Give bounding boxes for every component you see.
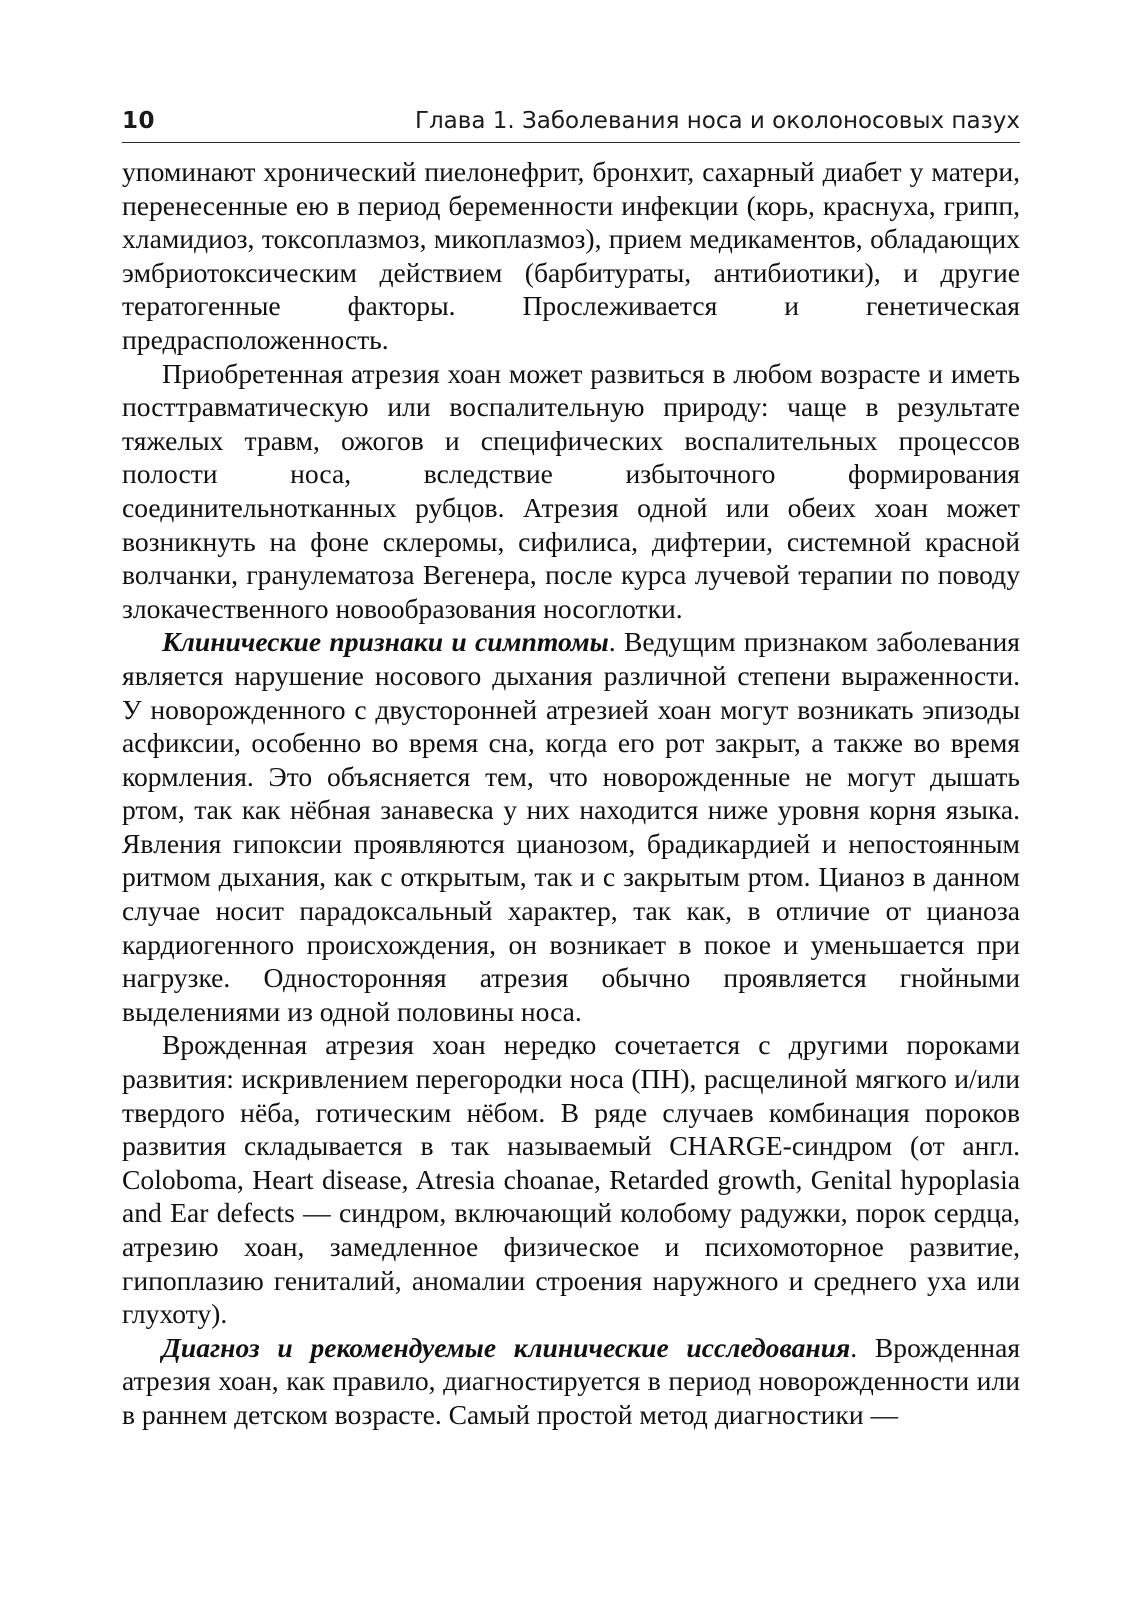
page-number: 10 (122, 108, 156, 134)
paragraph-text: . Врожденная атрезия хоан, как правило, диагностируется в период новорожденности или в раннем детском возрасте. Самый простой метод диагностики — (122, 1331, 1021, 1430)
book-page (122, 108, 1020, 1432)
section-run-in-heading: Клинические признаки и симптомы (162, 626, 609, 658)
paragraph-text: Приобретенная атрезия хоан может развиться в любом возрасте и иметь посттравматическую или воспалительную природу: чаще в результате тяжелых травм, ожогов и специфических воспалительных процессов полости носа, вследствие избыточного формирования соединительнотканных рубцов. Атрезия одной или обеих хоан может возникнуть на фоне склеромы, сифилиса, дифтерии, системной красной волчанки, гранулематоза Вегенера, после курса лучевой терапии по поводу злокачественного новообразования носоглотки. (122, 357, 1020, 624)
paragraph-text: Врожденная атрезия хоан нередко сочетается с другими пороками развития: искривлением перегородки носа (ПН), расщелиной мягкого и/или твердого нёба, готическим нёбом. В ряде случаев комбинация пороков развития складывается в так называемый CHARGE-синдром (от англ. Coloboma, Heart disease, Atresia choanae, Retarded growth, Genital hypoplasia and Ear defects — синдром, включающий колобому радужки, порок сердца, атрезию хоан, замедленное физическое и психомоторное развитие, гипоплазию гениталий, аномалии строения наружного и среднего уха или глухоту). (122, 1029, 1020, 1330)
paragraph (122, 155, 1020, 357)
paragraph (122, 625, 1020, 1028)
section-run-in-heading: Диагноз и рекомендуемые клинические исследования (162, 1331, 851, 1363)
paragraph (122, 357, 1020, 626)
paragraph (122, 1028, 1020, 1330)
paragraph-text: упоминают хронический пиелонефрит, бронхит, сахарный диабет у матери, перенесенные ею в период беременности инфекции (корь, краснуха, грипп, хламидиоз, токсоплазмоз, микоплазмоз), прием медикаментов, обладающих эмбриотоксическим действием (барбитураты, антибиотики), и другие тератогенные факторы. Прослеживается и генетическая предрасположенность. (122, 156, 1020, 355)
paragraph-text: . Ведущим признаком заболевания является нарушение носового дыхания различной степени выраженности. У новорожденного с двусторонней атрезией хоан могут возникать эпизоды асфиксии, особенно во время сна, когда его рот закрыт, а также во время кормления. Это объясняется тем, что новорожденные не могут дышать ртом, так как нёбная занавеска у них находится ниже уровня корня языка. Явления гипоксии проявляются цианозом, брадикардией и непостоянным ритмом дыхания, как с открытым, так и с закрытым ртом. Цианоз в данном случае носит парадоксальный характер, так как, в отличие от цианоза кардиогенного происхождения, он возникает в покое и уменьшается при нагрузке. Односторонняя атрезия обычно проявляется гнойными выделениями из одной половины носа. (122, 626, 1020, 1027)
chapter-title: Глава 1. Заболевания носа и околоносовых пазух (414, 108, 1020, 134)
paragraph (122, 1331, 1020, 1432)
body-text (122, 155, 1020, 1432)
running-header (122, 108, 1020, 143)
